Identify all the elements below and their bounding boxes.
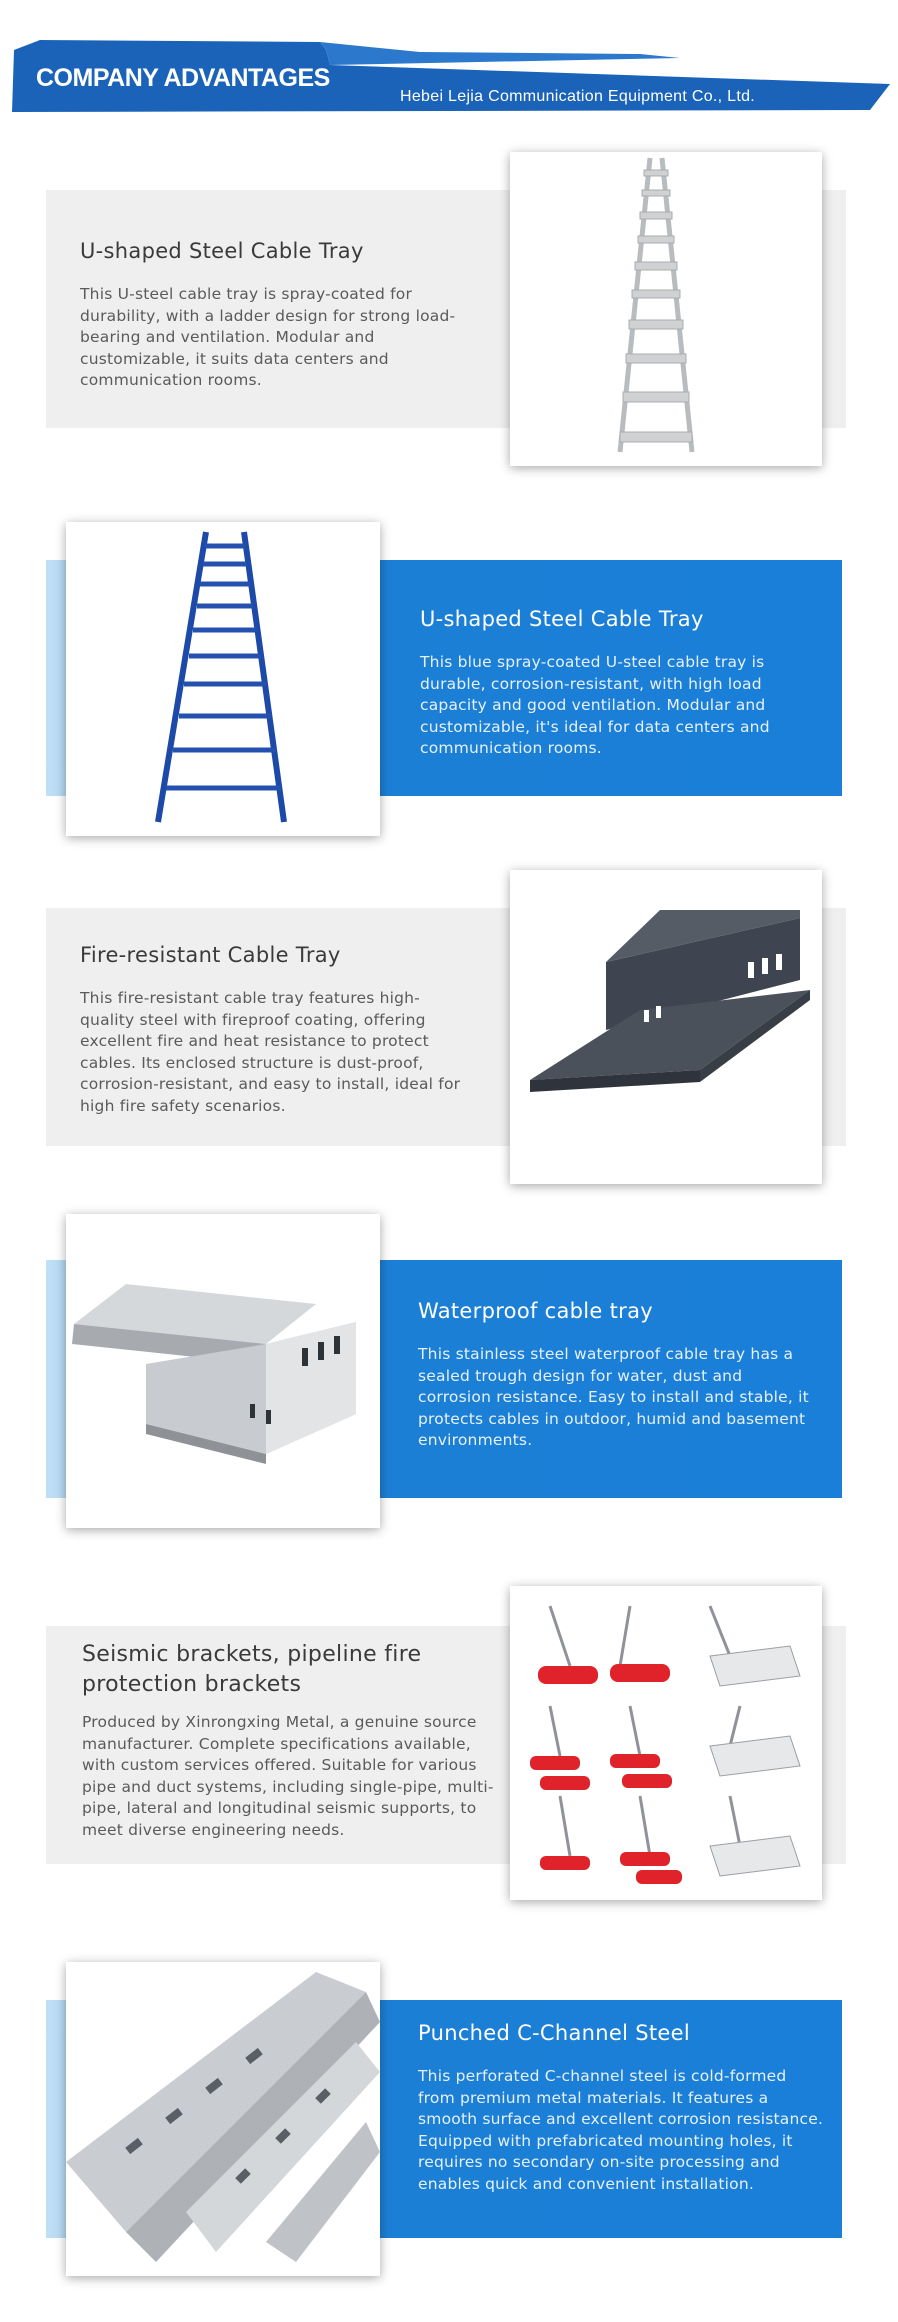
blue-ladder-cable-tray-image bbox=[66, 522, 380, 836]
c-channel-steel-image bbox=[66, 1962, 380, 2276]
fire-resistant-tray-image bbox=[510, 870, 822, 1184]
section-3-title: Fire-resistant Cable Tray bbox=[80, 943, 341, 967]
section-1-description: This U-steel cable tray is spray-coated for durability, with a ladder design for strong load-bearing and ventilation. Modular and customizable, it suits data centers and communication rooms. bbox=[80, 285, 456, 389]
section-3-description: This fire-resistant cable tray features high-quality steel with fireproof coating, offering excellent fire and heat resistance to protect cables. Its enclosed structure is dust-proof, corrosion-resistant, and easy to install, ideal for high fire safety scenarios. bbox=[80, 989, 461, 1115]
section-4-description: This stainless steel waterproof cable tray has a sealed trough design for water, dust and corrosion resistance. Easy to install and stable, it protects cables in outdoor, humid and basement environments. bbox=[418, 1345, 809, 1449]
section-6-title: Punched C-Channel Steel bbox=[418, 2021, 690, 2045]
header-title: COMPANY ADVANTAGES bbox=[36, 64, 330, 92]
section-2-title: U-shaped Steel Cable Tray bbox=[420, 607, 704, 631]
section-2-description: This blue spray-coated U-steel cable tray is durable, corrosion-resistant, with high load capacity and good ventilation. Modular and customizable, it's ideal for data centers and communication rooms. bbox=[420, 653, 770, 757]
header-company-name: Hebei Lejia Communication Equipment Co., Ltd. bbox=[400, 88, 756, 105]
seismic-brackets-image bbox=[510, 1586, 822, 1900]
section-4-title: Waterproof cable tray bbox=[418, 1299, 653, 1323]
section-1-text bbox=[80, 236, 460, 392]
section-1-title: U-shaped Steel Cable Tray bbox=[80, 239, 364, 263]
page-header bbox=[0, 0, 898, 130]
silver-ladder-cable-tray-image bbox=[510, 152, 822, 466]
section-4-text bbox=[418, 1296, 818, 1452]
section-5-text bbox=[82, 1640, 502, 1841]
section-6-description: This perforated C-channel steel is cold-formed from premium metal materials. It features a smooth surface and excellent corrosion resistance. Equipped with prefabricated mounting holes, it requires no secondary on-site processing and enables quick and convenient installation. bbox=[418, 2067, 824, 2193]
section-3-text bbox=[80, 940, 470, 1117]
section-6-text bbox=[418, 2018, 828, 2195]
waterproof-tray-image bbox=[66, 1214, 380, 1528]
section-5-description: Produced by Xinrongxing Metal, a genuine source manufacturer. Complete specifications available, with custom services offered. Suitable for various pipe and duct systems, including single-pipe, multi-pipe, lateral and longitudinal seismic supports, to meet diverse engineering needs. bbox=[82, 1713, 494, 1839]
section-2-text bbox=[420, 604, 820, 760]
section-5-title: Seismic brackets, pipeline fire protection brackets bbox=[82, 1642, 422, 1697]
